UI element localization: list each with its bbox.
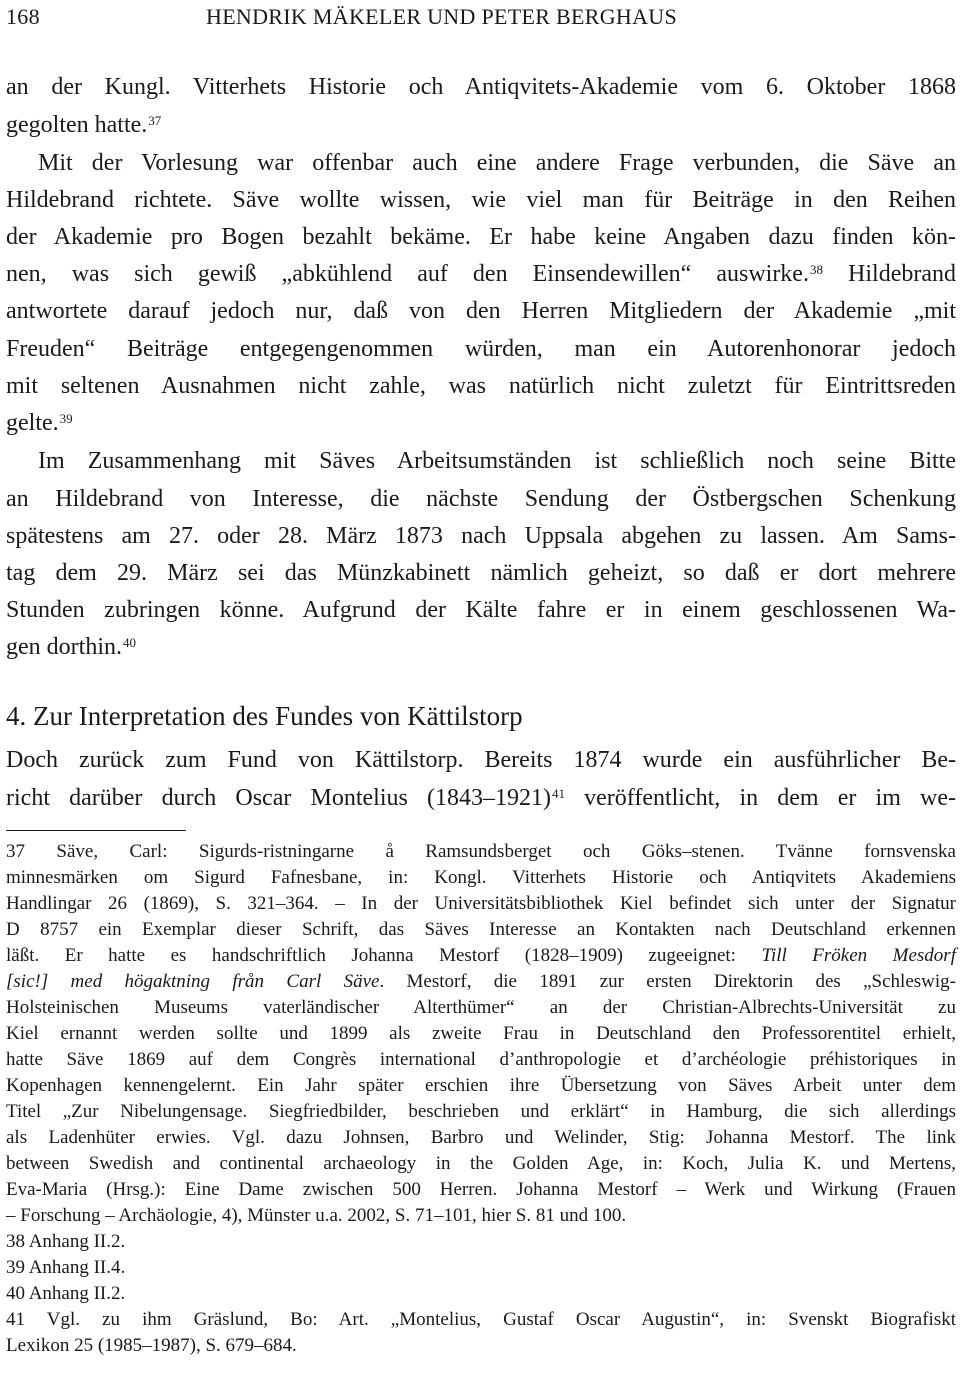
body-line-text: gen dorthin.	[6, 634, 122, 660]
footnote-ref-40[interactable]: 40	[122, 635, 136, 650]
footnote-37-line: Titel „Zur Nibelungensage. Siegfriedbilder, beschrieben und erklärt“ in Hamburg, die sich allerdings	[6, 1101, 956, 1122]
footnote-37-line: minnesmärken om Sigurd Fafnesbane, in: Kongl. Vitterhets Historie och Antiqvitets Akademiens	[6, 867, 956, 888]
footnote-37-line: Holsteinischen Museums vaterländischer Alterthümer“ an der Christian-Albrechts-Universität zu	[6, 997, 956, 1018]
body-line-text: richt darüber durch Oscar Montelius (1843–1921)	[6, 785, 551, 811]
footnote-37-line	[6, 943, 956, 969]
body-line: Hildebrand richtete. Säve wollte wissen, wie viel man für Beiträge in den Reihen	[6, 187, 956, 213]
footnote-41-line: 41 Vgl. zu ihm Gräslund, Bo: Art. „Montelius, Gustaf Oscar Augustin“, in: Svenskt Biografiskt	[6, 1309, 956, 1330]
footnote-dedication: Till Fröken Mesdorf	[761, 945, 956, 966]
footnote-37-line: Kiel ernannt werden sollte und 1899 als zweite Frau in Deutschland den Professorentitel erhielt,	[6, 1023, 956, 1044]
footnote-37-line: Handlingar 26 (1869), S. 321–364. – In der Universitätsbibliothek Kiel befindet sich unter der Signatur	[6, 893, 956, 914]
body-line: Mit der Vorlesung war offenbar auch eine andere Frage verbunden, die Säve an	[38, 150, 956, 176]
body-line	[6, 632, 956, 662]
body-line	[6, 259, 956, 289]
body-line: antwortete darauf jedoch nur, daß von den Herren Mitgliedern der Akademie „mit	[6, 298, 956, 324]
body-line-text: veröffentlicht, in dem er im we-	[564, 785, 956, 811]
footnote-text: läßt. Er hatte es handschriftlich Johanna Mestorf (1828–1909) zugeeignet:	[6, 945, 762, 966]
body-line-text: Hildebrand	[822, 261, 956, 287]
footnote-41-line: Lexikon 25 (1985–1987), S. 679–684.	[6, 1335, 297, 1356]
footnote-38: 38 Anhang II.2.	[6, 1231, 126, 1252]
footnote-37-line: – Forschung – Archäologie, 4), Münster u.a. 2002, S. 71–101, hier S. 81 und 100.	[6, 1205, 627, 1226]
footnote-40: 40 Anhang II.2.	[6, 1283, 126, 1304]
footnote-text: . Mestorf, die 1891 zur ersten Direktorin des „Schleswig-	[379, 971, 956, 992]
body-line	[6, 783, 956, 813]
body-line: tag dem 29. März sei das Münzkabinett nämlich geheizt, so daß er dort mehrere	[6, 560, 956, 586]
footnote-37-line: between Swedish and continental archaeology in the Golden Age, in: Koch, Julia K. und Mertens,	[6, 1153, 956, 1174]
body-line: Doch zurück zum Fund von Kättilstorp. Bereits 1874 wurde ein ausführlicher Be-	[6, 747, 956, 773]
footnote-dedication: [sic!] med högaktning från Carl Säve	[6, 971, 380, 992]
page-number: 168	[6, 4, 40, 29]
body-line-text: gegolten hatte.	[6, 112, 148, 138]
body-line: an der Kungl. Vitterhets Historie och Antiqvitets-Akademie vom 6. Oktober 1868	[6, 74, 956, 100]
footnote-37-line	[6, 969, 956, 995]
body-line-text: nen, was sich gewiß „abkühlend auf den Einsendewillen“ auswirke.	[6, 261, 809, 287]
body-line	[6, 408, 956, 438]
footnote-37-line: D 8757 ein Exemplar dieser Schrift, das Säves Interesse an Kontakten nach Deutschland erkennen	[6, 919, 956, 940]
body-line: Stunden zubringen könne. Aufgrund der Kälte fahre er in einem geschlossenen Wa-	[6, 597, 956, 623]
footnote-37-line: als Ladenhüter erwies. Vgl. dazu Johnsen, Barbro und Welinder, Stig: Johanna Mestorf. The link	[6, 1127, 956, 1148]
footnote-ref-41[interactable]: 41	[551, 786, 565, 801]
running-header	[6, 2, 954, 32]
body-line: Freuden“ Beiträge entgegengenommen würden, man ein Autorenhonorar jedoch	[6, 336, 956, 362]
body-line: mit seltenen Ausnahmen nicht zahle, was natürlich nicht zuletzt für Eintrittsreden	[6, 373, 956, 399]
running-title: HENDRIK MÄKELER UND PETER BERGHAUS	[206, 4, 677, 29]
body-line: der Akademie pro Bogen bezahlt bekäme. Er habe keine Angaben dazu finden kön-	[6, 224, 956, 250]
body-line	[6, 110, 956, 140]
footnote-37-line: 37 Säve, Carl: Sigurds-ristningarne å Ramsundsberget och Göks–stenen. Tvänne fornsvenska	[6, 841, 956, 862]
footnote-ref-39[interactable]: 39	[59, 411, 73, 426]
footnote-39: 39 Anhang II.4.	[6, 1257, 126, 1278]
footnote-37-line: hatte Säve 1869 auf dem Congrès international d’anthropologie et d’archéologie préhistoriques in	[6, 1049, 956, 1070]
body-line: Im Zusammenhang mit Säves Arbeitsumständen ist schließlich noch seine Bitte	[38, 448, 956, 474]
section-heading: 4. Zur Interpretation des Fundes von Kättilstorp	[6, 701, 523, 731]
footnote-37-line: Eva-Maria (Hrsg.): Eine Dame zwischen 500 Herren. Johanna Mestorf – Werk und Wirkung (Frauen	[6, 1179, 956, 1200]
body-line-text: gelte.	[6, 410, 59, 436]
footnote-ref-38[interactable]: 38	[809, 262, 823, 277]
footnote-rule	[6, 830, 186, 831]
footnote-ref-37[interactable]: 37	[148, 113, 162, 128]
footnote-37-line: Kopenhagen kennengelernt. Ein Jahr später erschien ihre Übersetzung von Säves Arbeit unter dem	[6, 1075, 956, 1096]
body-line: an Hildebrand von Interesse, die nächste Sendung der Östbergschen Schenkung	[6, 486, 956, 512]
body-line: spätestens am 27. oder 28. März 1873 nach Uppsala abgehen zu lassen. Am Sams-	[6, 523, 956, 549]
